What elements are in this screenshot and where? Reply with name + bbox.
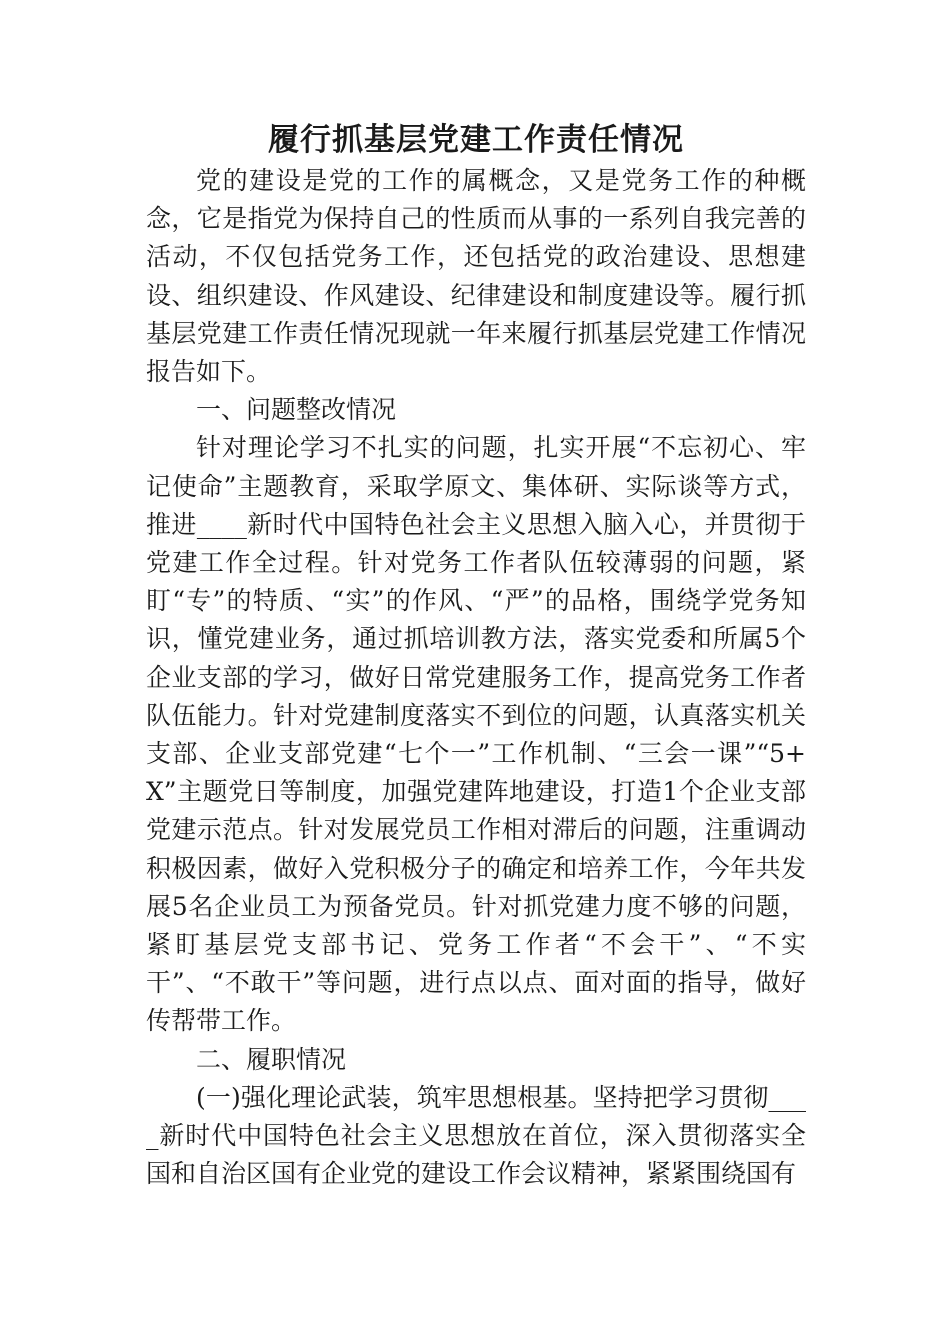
section-heading-1: 一、问题整改情况: [196, 395, 397, 425]
document-title: 履行抓基层党建工作责任情况: [268, 122, 684, 158]
intro-paragraph: 党的建设是党的工作的属概念，又是党务工作的种概念，它是指党为保持自己的性质而从事的一系列自我完善的活动，不仅包括党务工作，还包括党的政治建设、思想建设、组织建设、作风建设、纪律建设和制度建设等。履行抓基层党建工作责任情况现就一年来履行抓基层党建工作情况报告如下。: [146, 166, 806, 387]
section-2-paragraph: (一)强化理论武装，筑牢思想根基。坚持把学习贯彻____新时代中国特色社会主义思想放在首位，深入贯彻落实全国和自治区国有企业党的建设工作会议精神，紧紧围绕国有: [146, 1082, 806, 1189]
section-heading-2: 二、履职情况: [196, 1044, 347, 1074]
section-1-paragraph: 针对理论学习不扎实的问题，扎实开展“不忘初心、牢记使命”主题教育，采取学原文、集体研、实际谈等方式，推进____新时代中国特色社会主义思想入脑入心，并贯彻于党建工作全过程。针对党务工作者队伍较薄弱的问题，紧盯“专”的特质、“实”的作风、“严”的品格，围绕学党务知识，懂党建业务，通过抓培训教方法，落实党委和所属5个企业支部的学习，做好日常党建服务工作，提高党务工作者队伍能力。针对党建制度落实不到位的问题，认真落实机关支部、企业支部党建“七个一”工作机制、“三会一课”“5+X”主题党日等制度，加强党建阵地建设，打造1个企业支部党建示范点。针对发展党员工作相对滞后的问题，注重调动积极因素，做好入党积极分子的确定和培养工作，今年共发展5名企业员工为预备党员。针对抓党建力度不够的问题，紧盯基层党支部书记、党务工作者“不会干”、“不实干”、“不敢干”等问题，进行点以点、面对面的指导，做好传帮带工作。: [146, 433, 806, 1036]
document-page: [146, 118, 806, 1193]
